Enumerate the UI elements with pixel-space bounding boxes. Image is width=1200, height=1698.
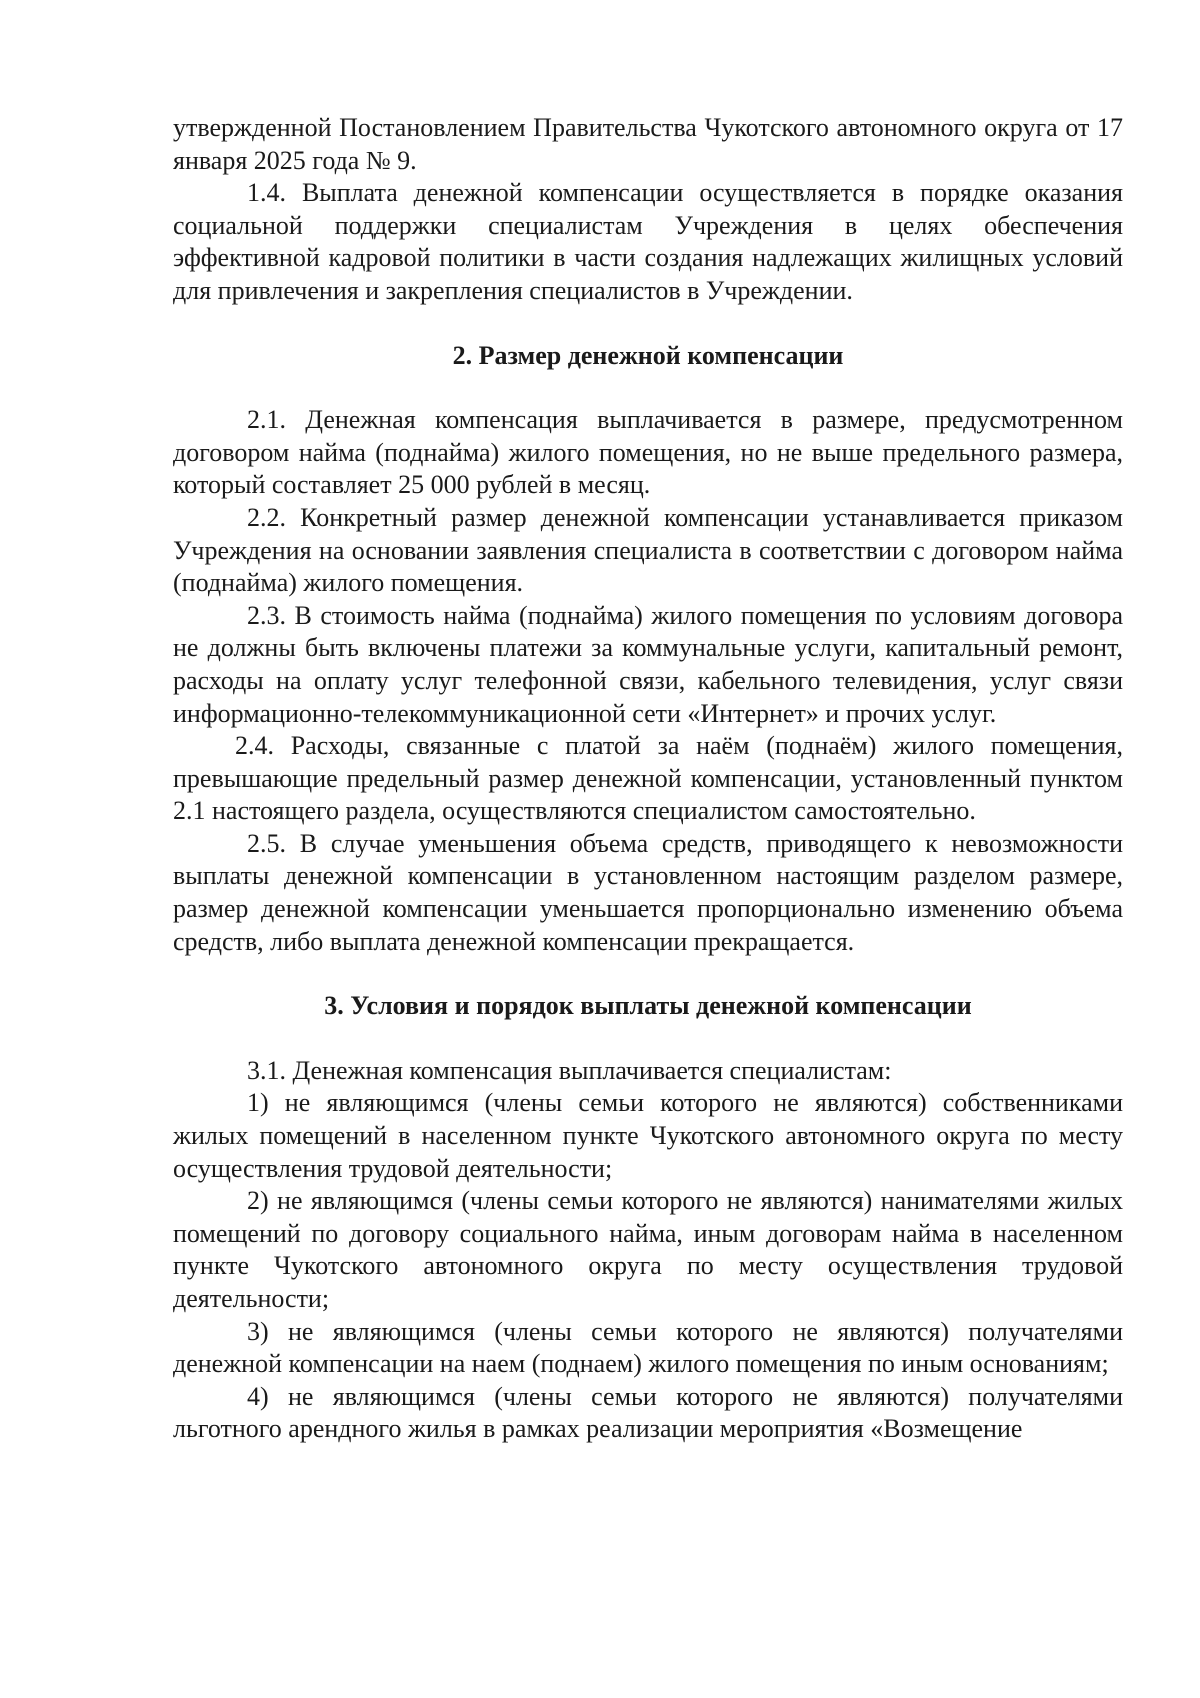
list-item-3-1-3: 3) не являющимся (члены семьи которого не являются) получателями денежной компенсации на наем (поднаем) жилого помещения по иным основаниям; [173, 1316, 1123, 1379]
paragraph-2-4: 2.4. Расходы, связанные с платой за наём (поднаём) жилого помещения, превышающие предельный размер денежной компенсации, установленный пунктом 2.1 настоящего раздела, осуществляются специалистом самостоятельно. [173, 731, 1123, 826]
paragraph-2-1: 2.1. Денежная компенсация выплачивается в размере, предусмотренном договором найма (поднайма) жилого помещения, но не выше предельного размера, который составляет 25 000 рублей в месяц. [173, 405, 1123, 500]
paragraph-3-1: 3.1. Денежная компенсация выплачивается специалистам: [247, 1055, 892, 1085]
list-item-3-1-1: 1) не являющимся (члены семьи которого не являются) собственниками жилых помещений в населенном пункте Чукотского автономного округа по месту осуществления трудовой деятельности; [173, 1088, 1123, 1183]
list-item-3-1-4: 4) не являющимся (члены семьи которого не являются) получателями льготного арендного жилья в рамках реализации мероприятия «Возмещение [173, 1381, 1123, 1444]
document-body [173, 112, 1123, 1446]
paragraph-2-2: 2.2. Конкретный размер денежной компенсации устанавливается приказом Учреждения на основании заявления специалиста в соответствии с договором найма (поднайма) жилого помещения. [173, 502, 1123, 598]
list-item-3-1-2: 2) не являющимся (члены семьи которого не являются) нанимателями жилых помещений по договору социального найма, иным договорам найма в населенном пункте Чукотского автономного округа по месту осуществления трудовой деятельности; [173, 1186, 1123, 1313]
paragraph-1-4: 1.4. Выплата денежной компенсации осуществляется в порядке оказания социальной поддержки специалистам Учреждения в целях обеспечения эффективной кадровой политики в части создания надлежащих жилищных условий для привлечения и закрепления специалистов в Учреждении. [173, 178, 1123, 305]
paragraph-2-5: 2.5. В случае уменьшения объема средств, приводящего к невозможности выплаты денежной компенсации в установленном настоящим разделом размере, размер денежной компенсации уменьшается пропорционально изменению объема средств, либо выплата денежной компенсации прекращается. [173, 828, 1123, 956]
section-2-heading: 2. Размер денежной компенсации [452, 340, 844, 370]
paragraph-1-3-continuation: утвержденной Постановлением Правительства Чукотского автономного округа от 17 января 2025 года № 9. [173, 113, 1123, 175]
paragraph-2-3: 2.3. В стоимость найма (поднайма) жилого помещения по условиям договора не должны быть включены платежи за коммунальные услуги, капитальный ремонт, расходы на оплату услуг телефонной связи, кабельного телевидения, услуг связи информационно-телекоммуникационной сети «Интернет» и прочих услуг. [173, 600, 1123, 728]
section-3-heading: 3. Условия и порядок выплаты денежной компенсации [324, 991, 972, 1021]
